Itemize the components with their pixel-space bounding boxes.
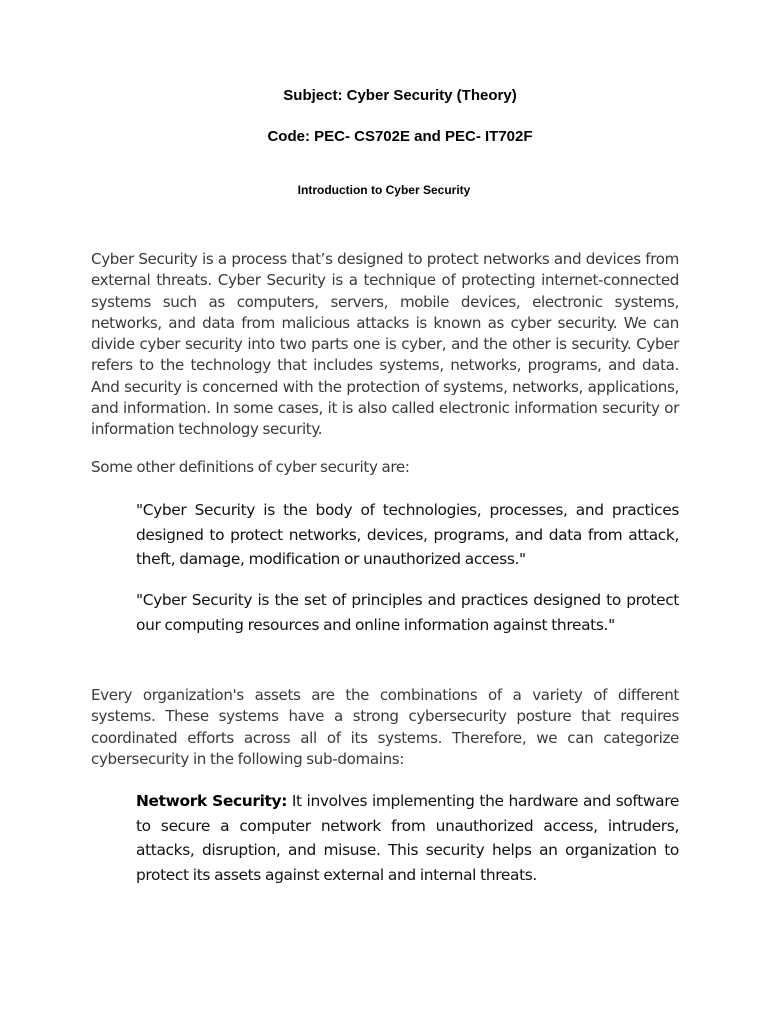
- network-security-item: [136, 789, 679, 887]
- subject-heading: Subject: Cyber Security (Theory): [283, 87, 517, 104]
- section-title: Introduction to Cyber Security: [297, 183, 471, 197]
- intro-paragraph: Cyber Security is a process that’s designed to protect networks and devices from external threats. Cyber Security is a technique of protecting internet-connected systems such as computers, servers, mobile devices, electronic systems, networks, and data from malicious attacks is known as cyber security. We can divide cyber security into two parts one is cyber, and the other is security. Cyber refers to the technology that includes systems, networks, programs, and data. And security is concerned with the protection of systems, networks, applications, and information. In some cases, it is also called electronic information security or information technology security.: [91, 250, 679, 439]
- subdomains-paragraph: Every organization's assets are the combinations of a variety of different systems. These systems have a strong cybersecurity posture that requires coordinated efforts across all of its systems. Therefore, we can categorize cybersecurity in the following sub-domains:: [91, 686, 679, 768]
- definition-quote-1: "Cyber Security is the body of technologies, processes, and practices designed to protect networks, devices, programs, and data from attack, theft, damage, modification or unauthorized access.": [136, 501, 679, 568]
- course-code-heading: Code: PEC- CS702E and PEC- IT702F: [267, 128, 533, 145]
- network-security-description: It involves implementing the hardware and software to secure a computer network from unauthorized access, intruders, attacks, disruption, and misuse. This security helps an organization to protect its assets against external and internal threats.: [136, 792, 679, 884]
- definitions-lead-paragraph: Some other definitions of cyber security are:: [91, 458, 410, 476]
- network-security-term: Network Security:: [136, 792, 287, 810]
- definition-quote-2: "Cyber Security is the set of principles and practices designed to protect our computing resources and online information against threats.": [136, 591, 679, 634]
